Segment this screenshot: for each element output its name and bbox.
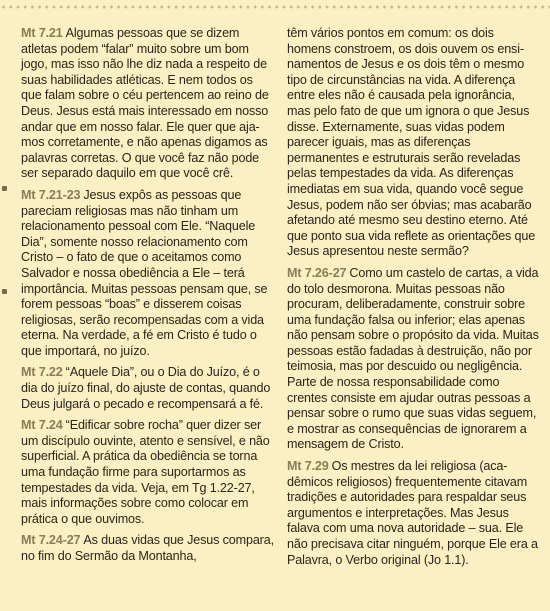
verse-reference: Mt 7.21 [21,26,63,40]
note-text: “Edificar sobre rocha” quer dizer ser um discípulo ouvinte, atento e sensível, e não superficial. A prática da obediência se torna uma fundação firme para suportarmos as tempestades da vida. Veja, em Tg 1.22-27, mais informações sobre como colocar em prática o que ouvimos. [21,418,270,526]
margin-marker [2,289,7,294]
study-note [287,459,539,568]
left-column [21,26,276,571]
verse-reference: Mt 7.24-27 [21,533,81,548]
note-text: Como um castelo de cartas, a vida do tolo desmorona. Muitas pessoas não procuram, deliberadamente, construir sobre uma fundação falsa ou inferior; elas apenas não pensam sobre o propósito da vida. Muitas pessoas estão fadadas à destruição, não por teimosia, mas por descuido ou negligência. Parte de nossa responsabilidade como crentes consiste em ajudar outras pessoas a pensar sobre o rumo que suas vidas seguem, e mostrar as consequências de ignorarem a mensagem de Cristo. [287,265,539,452]
study-note-continuation [287,26,539,260]
study-note [21,188,276,360]
study-note [21,365,276,412]
verse-reference: Mt 7.24 [21,418,63,433]
margin-marker [2,186,7,191]
note-text: As duas vidas que Jesus compara, no fim do Sermão da Montanha, [21,533,274,563]
study-note [287,266,539,453]
note-text: Algumas pessoas que se dizem atletas podem “falar” muito sobre um bom jogo, mas isso não lhe diz nada a respeito de suas habilidades atléticas. E nem todos os que falam sobre o céu pertencem ao reino de Deus. Jesus está mais interessado em nosso andar que em nosso falar. Ele quer que ajamos corretamente, e não apenas digamos as palavras corretas. O que você faz não pode ser separado daquilo em que você crê. [21,26,269,181]
note-text: “Aquele Dia”, ou o Dia do Juízo, é o dia do juízo final, do ajuste de contas, quando Deus julgará o pecado e recompensará a fé. [21,365,271,411]
note-text: Os mestres da lei religiosa (acadêmicos religiosos) frequentemente citavam tradições e autoridades para respaldar seus argumentos e interpretações. Mas Jesus falava com uma nova autoridade – sua. Ele não precisava citar ninguém, porque Ele era a Palavra, o Verbo original (Jo 1.1). [287,459,538,567]
right-column [287,26,539,574]
study-note [21,533,276,564]
verse-reference: Mt 7.22 [21,365,63,380]
verse-reference: Mt 7.26-27 [287,265,347,280]
study-note [21,418,276,527]
note-text: Jesus expôs as pessoas que pareciam religiosas mas não tinham um relacionamento pessoal com Ele. “Naquele Dia”, somente nosso relacionamento com Cristo – o fato de que o aceitamos como Salvador e nossa obediência a Ele – terá importância. Muitas pessoas pensam que, se forem pessoas “boas” e disserem coisas religiosas, serão recompensadas com a vida eterna. Na verdade, a fé em Cristo é tudo o que importará, no juízo. [21,187,268,358]
verse-reference: Mt 7.29 [287,459,329,474]
study-note [21,26,276,182]
dotted-top-border [0,4,550,10]
verse-reference: Mt 7.21-23 [21,187,81,202]
note-text: têm vários pontos em comum: os dois homens constroem, os dois ouvem os ensinamentos de Jesus e os dois têm o mesmo tipo de circunstâncias na vida. A diferença entre eles não é causada pela ignorância, mas pelo fato de que um ignora o que Jesus disse. Externamente, suas vidas podem parecer iguais, mas as diferenças permanentes e estruturais serão reveladas pelas tempestades da vida. As diferenças imediatas em sua vida, quando você segue Jesus, podem não ser óbvias; mas acabarão afetando até mesmo seu destino eterno. Até que ponto sua vida reflete as orientações que Jesus apresentou neste sermão? [287,26,536,259]
